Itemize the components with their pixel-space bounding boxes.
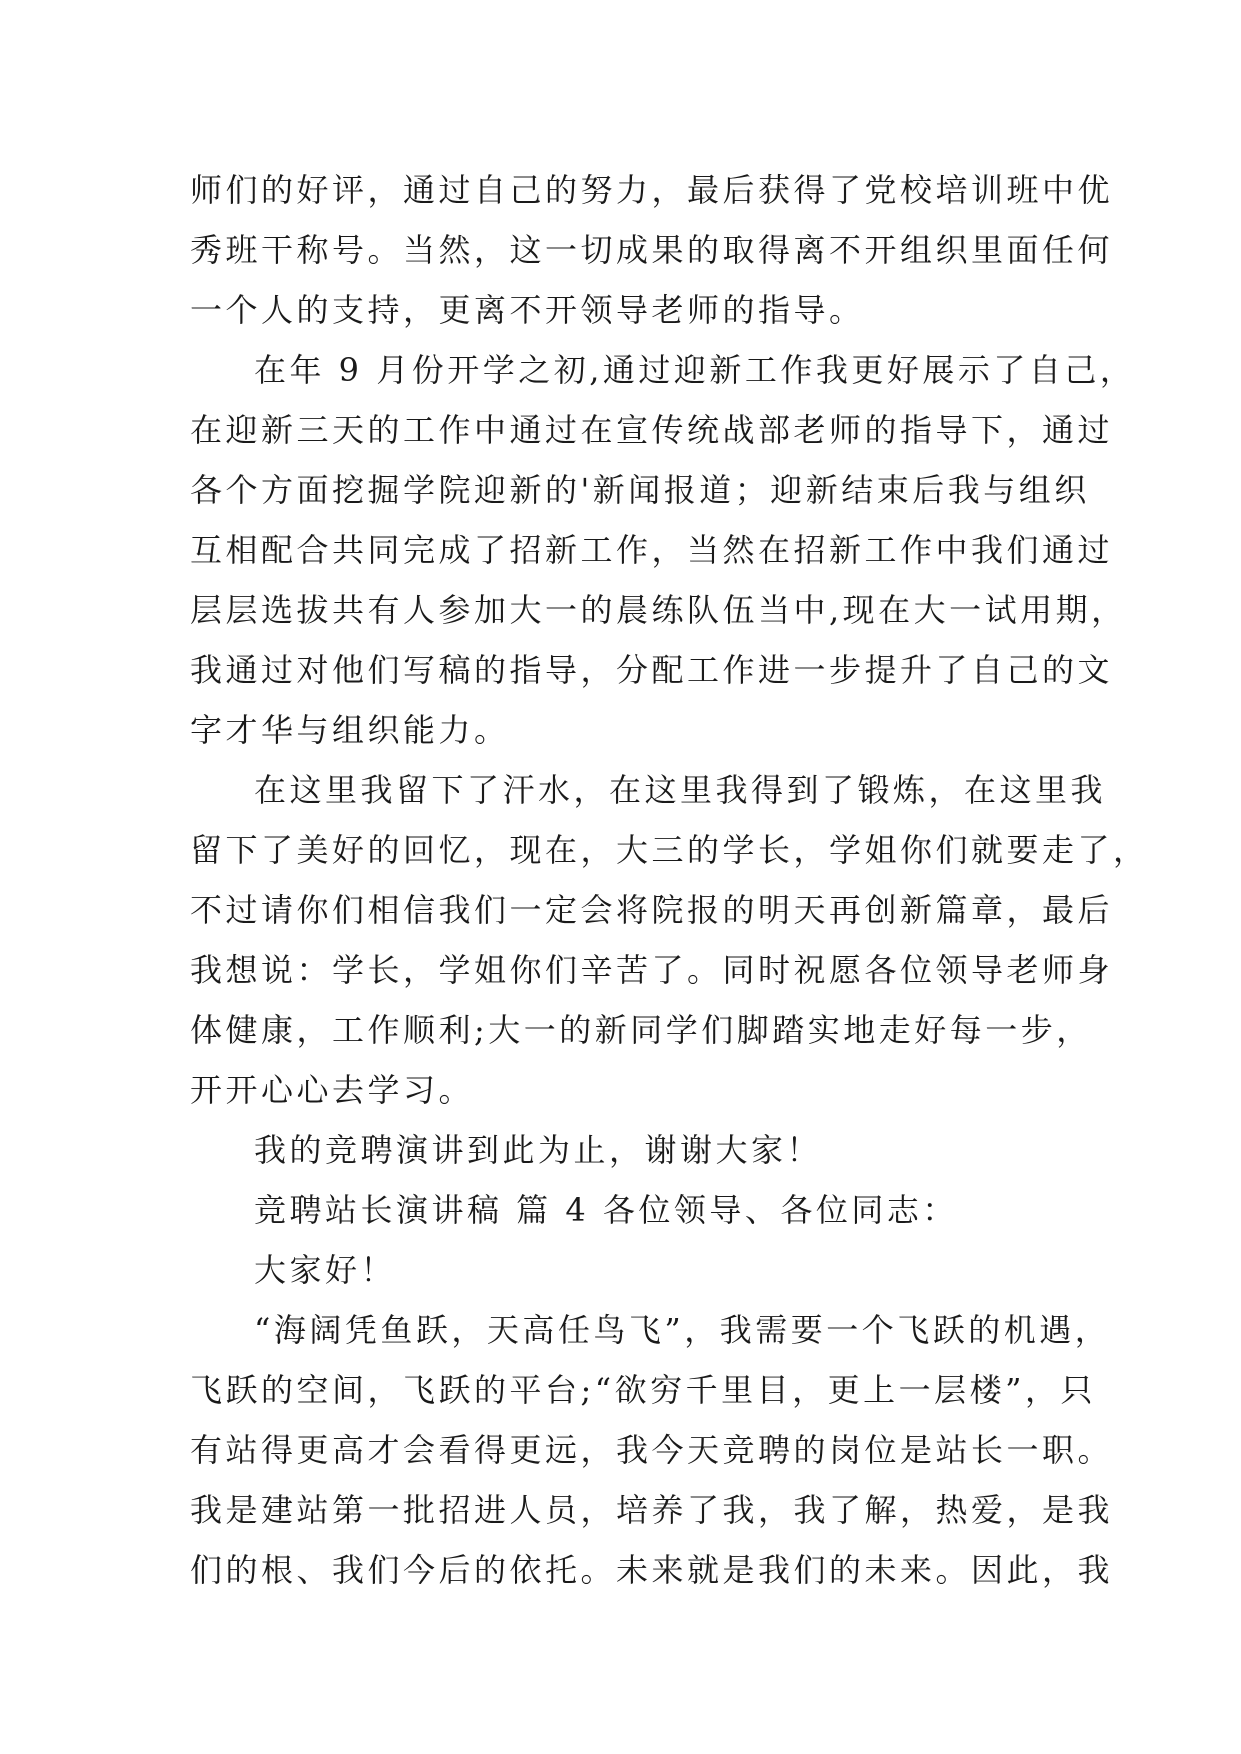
text-line: 飞跃的空间，飞跃的平台;“欲穷千里目，更上一层楼”，只 [190,1371,1097,1409]
paragraph-start-line: 在这里我留下了汗水，在这里我得到了锻炼，在这里我 [254,771,1107,809]
text-line: 互相配合共同完成了招新工作，当然在招新工作中我们通过 [190,531,1114,569]
text-line: 有站得更高才会看得更远，我今天竞聘的岗位是站长一职。 [190,1431,1114,1469]
text-line: 在迎新三天的工作中通过在宣传统战部老师的指导下，通过 [190,411,1114,449]
greeting-line: 大家好！ [254,1251,397,1289]
text-line: 开开心心去学习。 [190,1071,475,1109]
text-line: 留下了美好的回忆，现在，大三的学长，学姐你们就要走了， [190,831,1149,869]
text-line: 体健康，工作顺利;大一的新同学们脚踏实地走好每一步， [190,1011,1092,1049]
text-line: 我通过对他们写稿的指导，分配工作进一步提升了自己的文 [190,651,1114,689]
document-body [190,160,1149,1600]
text-line: 各个方面挖掘学院迎新的'新闻报道；迎新结束后我与组织 [190,471,1090,509]
paragraph-start-line: “海阔凭鱼跃，天高任鸟飞”，我需要一个飞跃的机遇， [254,1311,1111,1349]
text-line: 秀班干称号。当然，这一切成果的取得离不开组织里面任何 [190,231,1114,269]
paragraph-start-line: 在年 9 月份开学之初,通过迎新工作我更好展示了自己， [254,351,1136,389]
text-line: 我是建站第一批招进人员，培养了我，我了解，热爱，是我 [190,1491,1114,1529]
text-line: 不过请你们相信我们一定会将院报的明天再创新篇章，最后 [190,891,1114,929]
text-line: 一个人的支持，更离不开领导老师的指导。 [190,291,865,329]
text-line: 我想说：学长，学姐你们辛苦了。同时祝愿各位领导老师身 [190,951,1114,989]
section-heading-line: 竞聘站长演讲稿 篇 4 各位领导、各位同志： [254,1191,958,1229]
text-line: 层层选拔共有人参加大一的晨练队伍当中,现在大一试用期， [190,591,1127,629]
text-line: 们的根、我们今后的依托。未来就是我们的未来。因此，我 [190,1551,1114,1589]
text-line: 字才华与组织能力。 [190,711,510,749]
paragraph-start-line: 我的竞聘演讲到此为止，谢谢大家！ [254,1131,823,1169]
text-line: 师们的好评，通过自己的努力，最后获得了党校培训班中优 [190,171,1114,209]
